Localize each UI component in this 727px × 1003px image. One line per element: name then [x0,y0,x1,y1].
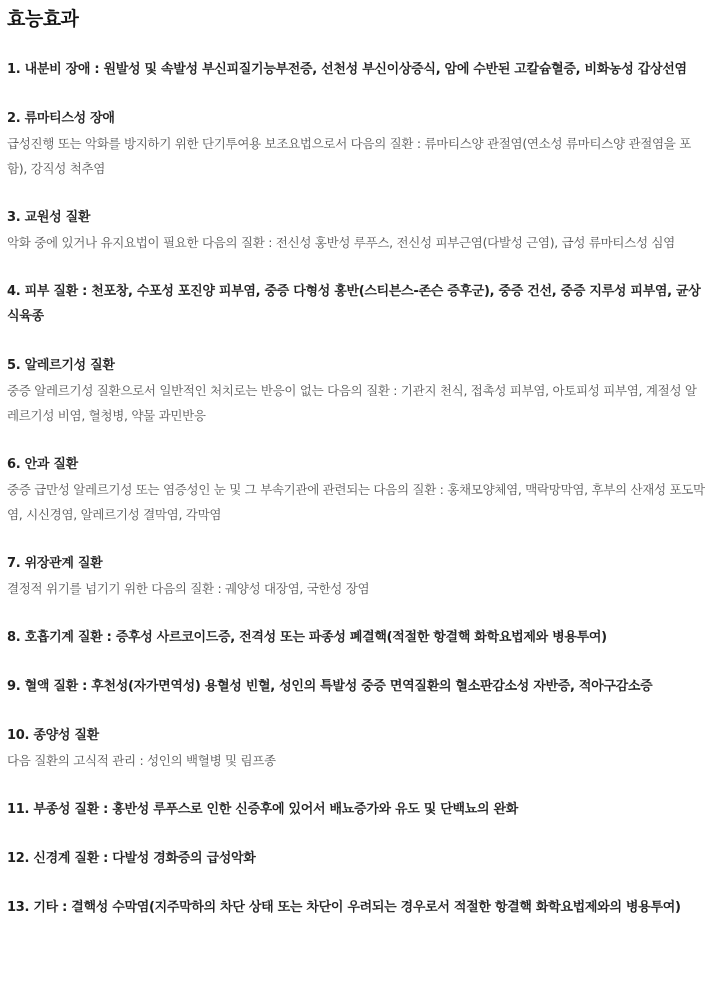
section-heading: 10. 종양성 질환 [7,728,99,743]
section-12 [7,846,707,871]
section-1 [7,57,707,82]
section-4 [7,279,707,329]
section-8 [7,625,707,650]
section-body: 다음 질환의 고식적 관리 : 성인의 백혈병 및 림프종 [7,753,276,768]
section-heading: 12. 신경계 질환 : 다발성 경화증의 급성악화 [7,851,256,866]
section-heading: 9. 혈액 질환 : 후천성(자가면역성) 용혈성 빈혈, 성인의 특발성 중증 면역질환의 혈소판감소성 자반증, 적아구감소증 [7,679,653,694]
section-9 [7,674,707,699]
section-heading: 5. 알레르기성 질환 [7,358,115,373]
document [0,5,707,920]
section-3 [7,205,707,255]
section-heading: 11. 부종성 질환 : 홍반성 루푸스로 인한 신증후에 있어서 배뇨증가와 유도 및 단백뇨의 완화 [7,802,518,817]
section-heading: 7. 위장관계 질환 [7,556,103,571]
section-heading: 1. 내분비 장애 : 원발성 및 속발성 부신피질기능부전증, 선천성 부신이상증식, 암에 수반된 고칼슘혈증, 비화농성 갑상선염 [7,62,687,77]
section-body: 악화 중에 있거나 유지요법이 필요한 다음의 질환 : 전신성 홍반성 루푸스, 전신성 피부근염(다발성 근염), 급성 류마티스성 심염 [7,235,675,250]
section-body: 중증 알레르기성 질환으로서 일반적인 처치로는 반응이 없는 다음의 질환 : 기관지 천식, 접촉성 피부염, 아토피성 피부염, 계절성 알레르기성 비염, 혈청병, 약물 과민반응 [7,383,697,423]
section-2 [7,106,707,181]
section-heading: 3. 교원성 질환 [7,210,91,225]
section-5 [7,353,707,428]
section-heading: 13. 기타 : 결핵성 수막염(지주막하의 차단 상태 또는 차단이 우려되는 경우로서 적절한 항결핵 화학요법제와의 병용투여) [7,900,681,915]
section-body: 중증 급만성 알레르기성 또는 염증성인 눈 및 그 부속기관에 관련되는 다음의 질환 : 홍채모양체염, 맥락망막염, 후부의 산재성 포도막염, 시신경염, 알레르기성 결막염, 각막염 [7,482,705,522]
section-7 [7,551,707,601]
page-title: 효능효과 [7,8,79,30]
section-body: 결정적 위기를 넘기기 위한 다음의 질환 : 궤양성 대장염, 국한성 장염 [7,581,370,596]
section-heading: 2. 류마티스성 장애 [7,111,115,126]
section-10 [7,723,707,773]
section-heading: 4. 피부 질환 : 천포창, 수포성 포진양 피부염, 중증 다형성 홍반(스티븐스-존슨 증후군), 중증 건선, 중증 지루성 피부염, 균상식육종 [7,284,701,324]
section-11 [7,797,707,822]
section-body: 급성진행 또는 악화를 방지하기 위한 단기투여용 보조요법으로서 다음의 질환 : 류마티스양 관절염(연소성 류마티스양 관절염을 포함), 강직성 척추염 [7,136,691,176]
section-6 [7,452,707,527]
section-heading: 6. 안과 질환 [7,457,78,472]
section-13 [7,895,707,920]
section-heading: 8. 호흡기계 질환 : 증후성 사르코이드증, 전격성 또는 파종성 폐결핵(적절한 항결핵 화학요법제와 병용투여) [7,630,607,645]
